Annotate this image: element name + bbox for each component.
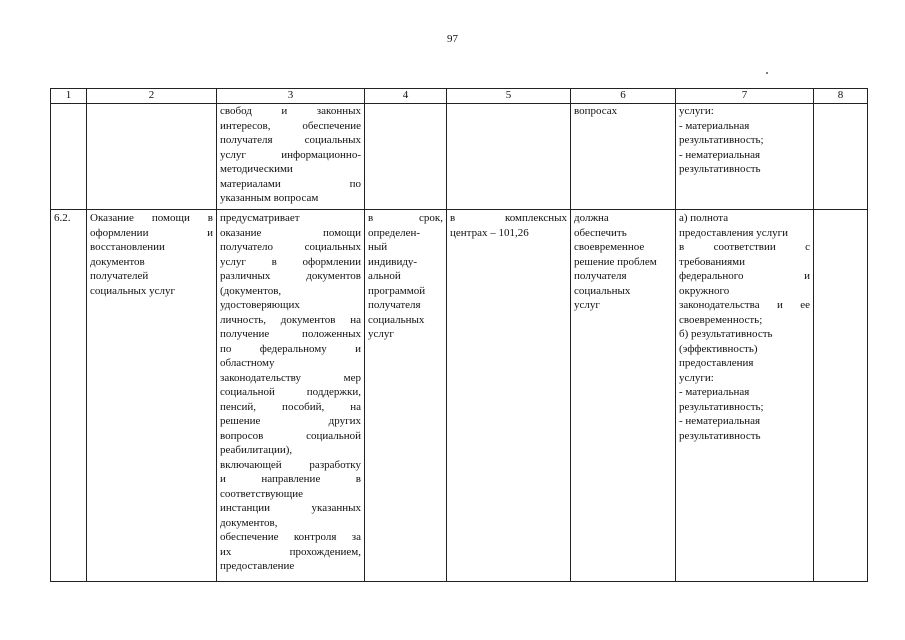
row2-description-cell xyxy=(217,210,365,582)
text-line: вопросах xyxy=(574,105,618,117)
text-line: инстанции указанных xyxy=(220,502,361,514)
page-number: 97 xyxy=(447,33,458,45)
text-line: требованиями xyxy=(679,255,746,268)
header-cell-6: 6 xyxy=(571,89,676,104)
row2-number-cell xyxy=(51,210,87,582)
text-line: получателей xyxy=(90,270,149,282)
text-line: различных документов xyxy=(220,270,361,282)
row1-tariff-cell xyxy=(447,104,571,210)
text-line: в комплексных xyxy=(450,212,567,224)
text-line: обеспечить xyxy=(574,226,627,239)
text-line: Оказание помощи в xyxy=(90,212,213,224)
row1-service-name-cell xyxy=(87,104,217,210)
text-line: личность, документов на xyxy=(220,313,361,326)
text-line: своевременное xyxy=(574,241,645,253)
text-line: решение других xyxy=(220,415,361,427)
text-line: оказание помощи xyxy=(220,226,361,239)
row-number: 6.2. xyxy=(54,212,71,224)
row1-number-cell xyxy=(51,104,87,210)
row2-extra-cell xyxy=(814,210,868,582)
text-line: результативность xyxy=(679,163,761,175)
scan-dot xyxy=(766,72,768,74)
text-line: документов xyxy=(90,255,145,268)
text-line: указанным вопросам xyxy=(220,192,319,204)
text-line: результативность; xyxy=(679,400,764,413)
header-cell-3: 3 xyxy=(217,89,365,104)
header-cell-5: 5 xyxy=(447,89,571,104)
header-cell-4: 4 xyxy=(365,89,447,104)
header-cell-2: 2 xyxy=(87,89,217,104)
text-line: областному xyxy=(220,357,275,369)
text-line: социальных xyxy=(574,284,631,297)
row1-extra-cell xyxy=(814,104,868,210)
text-line: центрах – 101,26 xyxy=(450,226,529,239)
text-line: услуг xyxy=(574,299,600,311)
text-line: услуг в оформлении xyxy=(220,255,361,268)
text-line: социальных xyxy=(368,313,425,326)
text-line: окружного xyxy=(679,284,730,297)
text-line: услуг xyxy=(368,328,394,340)
row2-term-cell xyxy=(365,210,447,582)
row1-result-cell xyxy=(571,104,676,210)
header-cell-1: 1 xyxy=(51,89,87,104)
text-line: услуги: xyxy=(679,371,714,384)
row2-service-name-cell xyxy=(87,210,217,582)
row2-result-cell xyxy=(571,210,676,582)
text-line: свобод и законных xyxy=(220,105,361,117)
text-line: предусматривает xyxy=(220,212,300,224)
text-line: оформлении и xyxy=(90,226,213,239)
text-line: вопросов социальной xyxy=(220,429,361,442)
text-line: в соответствии с xyxy=(679,241,810,253)
text-line: услуги: xyxy=(679,105,714,117)
text-line: пенсий, пособий, на xyxy=(220,400,361,413)
text-line: их прохождением, xyxy=(220,545,361,558)
text-line: предоставление xyxy=(220,560,295,572)
row2-quality-cell xyxy=(676,210,814,582)
text-line: удостоверяющих xyxy=(220,299,300,311)
text-line: б) результативность xyxy=(679,328,773,340)
text-line: (документов, xyxy=(220,284,282,297)
text-line: результативность; xyxy=(679,134,764,146)
text-line: получателя xyxy=(368,299,421,311)
row1-term-cell xyxy=(365,104,447,210)
table-row xyxy=(51,104,868,210)
text-line: методическими xyxy=(220,163,293,175)
text-line: получателя xyxy=(574,270,627,282)
text-line: своевременность; xyxy=(679,313,763,326)
header-row xyxy=(51,89,868,104)
text-line: - нематериальная xyxy=(679,415,761,427)
text-line: альной xyxy=(368,270,401,282)
text-line: решение проблем xyxy=(574,255,657,268)
text-line: по федеральному и xyxy=(220,342,361,355)
row1-quality-cell xyxy=(676,104,814,210)
text-line: соответствующие xyxy=(220,487,303,500)
header-cell-8: 8 xyxy=(814,89,868,104)
text-line: получатело социальных xyxy=(220,241,361,253)
text-line: материалами по xyxy=(220,177,361,190)
text-line: восстановлении xyxy=(90,241,165,253)
text-line: реабилитации), xyxy=(220,444,293,456)
text-line: законодательства и ее xyxy=(679,299,810,311)
text-line: - нематериальная xyxy=(679,148,761,161)
text-line: а) полнота xyxy=(679,212,729,224)
text-line: - материальная xyxy=(679,386,750,398)
text-line: услуг информационно- xyxy=(220,148,361,161)
text-line: индивиду- xyxy=(368,255,418,268)
text-line: обеспечение контроля за xyxy=(220,531,361,543)
header-cell-7: 7 xyxy=(676,89,814,104)
text-line: (эффективность) xyxy=(679,342,758,355)
table-row xyxy=(51,210,868,582)
text-line: получателя социальных xyxy=(220,134,361,146)
text-line: и направление в xyxy=(220,473,361,485)
text-line: законодательству мер xyxy=(220,371,361,384)
text-line: определен- xyxy=(368,226,421,239)
text-line: документов, xyxy=(220,516,278,529)
text-line: предоставления xyxy=(679,357,754,369)
text-line: социальных услуг xyxy=(90,284,176,297)
text-line: в срок, xyxy=(368,212,443,224)
text-line: интересов, обеспечение xyxy=(220,119,361,132)
text-line: программой xyxy=(368,284,426,297)
text-line: предоставления услуги xyxy=(679,226,788,239)
text-line: ный xyxy=(368,241,388,253)
text-line: результативность xyxy=(679,429,761,442)
text-line: федерального и xyxy=(679,270,810,282)
row1-description-cell xyxy=(217,104,365,210)
text-line: получение положенных xyxy=(220,328,361,340)
text-line: включающей разработку xyxy=(220,458,361,471)
text-line: социальной поддержки, xyxy=(220,386,361,398)
row2-tariff-cell xyxy=(447,210,571,582)
services-table xyxy=(50,88,868,582)
text-line: - материальная xyxy=(679,119,750,132)
text-line: должна xyxy=(574,212,609,224)
